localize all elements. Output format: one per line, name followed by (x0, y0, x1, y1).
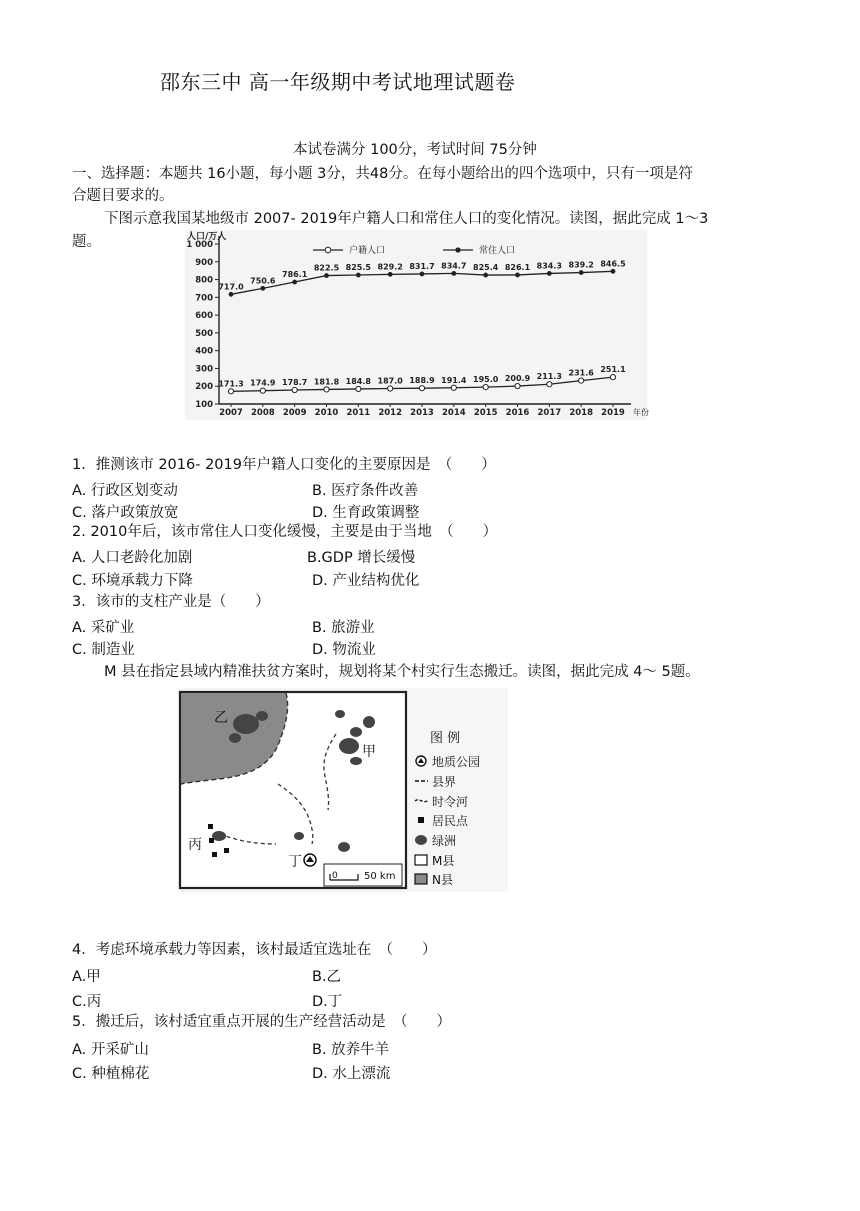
data-point-huji (579, 378, 584, 383)
x-tick-label: 2012 (378, 408, 403, 418)
legend-settlement: 居民点 (432, 814, 469, 828)
x-tick-label: 2013 (410, 408, 434, 418)
data-label: 826.1 (504, 262, 531, 272)
data-label: 717.0 (218, 282, 244, 292)
oasis-icon (415, 835, 427, 845)
q2-option-a[interactable]: A. 人口老龄化加剧 (72, 550, 193, 566)
data-point-changzhu (451, 271, 456, 276)
x-tick-label: 2010 (314, 408, 339, 418)
y-tick-label: 500 (195, 328, 213, 339)
data-point-changzhu (579, 270, 584, 275)
data-label: 187.0 (377, 376, 403, 386)
data-label: 174.9 (250, 378, 276, 388)
data-point-changzhu (388, 272, 393, 277)
data-label: 231.6 (568, 368, 594, 378)
settlement (212, 852, 217, 857)
data-label: 834.3 (536, 261, 562, 271)
q5-option-c[interactable]: C. 种植棉花 (72, 1066, 150, 1082)
data-label: 251.1 (600, 365, 626, 375)
legend-geopark: 地质公园 (432, 755, 481, 769)
data-label: 825.5 (345, 263, 371, 273)
data-point-huji (356, 386, 361, 391)
place-label-yi: 乙 (214, 710, 228, 726)
x-tick-label: 2016 (505, 408, 530, 418)
data-point-huji (547, 382, 552, 387)
section-heading-line2: 合题目要求的。 (72, 188, 174, 204)
page-title: 邵东三中 高一年级期中考试地理试题卷 (160, 70, 516, 94)
q4-option-b[interactable]: B.乙 (312, 969, 342, 985)
y-tick-label: 1 000 (186, 240, 213, 250)
county-map (178, 688, 508, 892)
oasis (294, 832, 304, 840)
data-label: 834.7 (441, 261, 467, 271)
q1-option-d[interactable]: D. 生育政策调整 (312, 505, 420, 521)
oasis (256, 711, 268, 721)
place-label-ding: 丁 (288, 854, 302, 870)
data-point-changzhu (292, 280, 297, 285)
x-axis-label: 年份 (633, 408, 649, 417)
q2-stem: 2. 2010年后，该市常住人口变化缓慢，主要是由于当地 （ ） (72, 524, 498, 540)
data-point-changzhu (229, 292, 234, 297)
oasis (350, 727, 362, 737)
oasis (363, 716, 375, 728)
q4-option-c[interactable]: C.丙 (72, 994, 102, 1010)
data-label: 184.8 (345, 376, 371, 386)
place-label-jia: 甲 (362, 744, 376, 760)
data-point-changzhu (420, 272, 425, 277)
y-axis-label: 人口/万人 (187, 232, 227, 242)
y-tick-label: 400 (195, 346, 213, 357)
data-label: 822.5 (313, 263, 340, 273)
intro2: M 县在指定县域内精准扶贫方案时，规划将某个村实行生态搬迁。读图，据此完成 4～ 5题。 (104, 664, 700, 680)
q4-stem: 4．考虑环境承载力等因素，该村最适宜选址在 （ ） (72, 942, 437, 958)
data-label: 825.4 (473, 263, 499, 273)
data-point-changzhu (260, 286, 265, 291)
data-point-huji (324, 387, 329, 392)
exam-info: 本试卷满分 100分，考试时间 75分钟 (293, 142, 537, 158)
q5-option-b[interactable]: B. 放养牛羊 (312, 1042, 390, 1058)
q5-option-a[interactable]: A. 开采矿山 (72, 1042, 149, 1058)
q2-option-c[interactable]: C. 环境承载力下降 (72, 573, 193, 589)
y-tick-label: 800 (195, 275, 213, 286)
x-tick-label: 2019 (601, 408, 625, 418)
x-tick-label: 2018 (569, 408, 594, 418)
data-label: 195.0 (473, 375, 499, 385)
legend-oasis: 绿洲 (432, 834, 457, 848)
data-label: 178.7 (282, 378, 308, 388)
data-label: 188.9 (409, 376, 435, 386)
data-label: 839.2 (568, 260, 594, 270)
y-tick-label: 200 (195, 382, 213, 393)
q3-stem: 3．该市的支柱产业是（ ） (72, 594, 270, 610)
q5-stem: 5．搬迁后，该村适宜重点开展的生产经营活动是 （ ） (72, 1014, 451, 1030)
place-label-bing: 丙 (188, 837, 202, 853)
q5-option-d[interactable]: D. 水上漂流 (312, 1066, 391, 1082)
y-tick-label: 100 (195, 400, 213, 410)
data-point-huji (610, 375, 615, 380)
data-point-huji (483, 385, 488, 390)
oasis (339, 738, 359, 754)
oasis (212, 831, 226, 841)
data-point-changzhu (611, 269, 616, 274)
legend-label-changzhu: 常住人口 (479, 246, 516, 256)
x-tick-label: 2014 (441, 408, 466, 418)
data-label: 750.6 (250, 276, 276, 286)
q1-option-b[interactable]: B. 医疗条件改善 (312, 483, 419, 499)
data-label: 171.3 (218, 379, 244, 389)
q1-option-c[interactable]: C. 落户政策放宽 (72, 505, 179, 521)
q1-option-a[interactable]: A. 行政区划变动 (72, 483, 178, 499)
x-tick-label: 2015 (473, 408, 498, 418)
q3-option-b[interactable]: B. 旅游业 (312, 620, 375, 636)
data-point-huji (419, 386, 424, 391)
section-heading-line1: 一、选择题：本题共 16小题，每小题 3分，共48分。在每小题给出的四个选项中，只有一项是符 (72, 166, 693, 182)
legend-n-county: N县 (432, 873, 453, 887)
data-point-huji (292, 387, 297, 392)
legend-label-huji: 户籍人口 (349, 246, 386, 256)
intro1-line1: 下图示意我国某地级市 2007- 2019年户籍人口和常住人口的变化情况。读图，据此完成 1～3 (104, 211, 709, 227)
oasis (338, 842, 350, 852)
q1-stem: 1．推测该市 2016- 2019年户籍人口变化的主要原因是 （ ） (72, 457, 496, 473)
data-label: 829.2 (377, 262, 403, 272)
data-label: 846.5 (600, 259, 626, 269)
oasis (229, 733, 241, 743)
settlement (224, 848, 229, 853)
x-tick-label: 2007 (219, 408, 243, 418)
data-label: 786.1 (282, 270, 308, 280)
intro1-line2: 题。 (72, 234, 101, 250)
data-point-changzhu (547, 271, 552, 276)
q3-option-a[interactable]: A. 采矿业 (72, 620, 135, 636)
y-tick-label: 300 (195, 364, 213, 375)
oasis (350, 757, 362, 765)
data-label: 831.7 (409, 261, 435, 271)
legend-m-county: M县 (432, 854, 455, 868)
data-point-changzhu (356, 273, 361, 278)
q2-option-b[interactable]: B.GDP 增长缓慢 (307, 550, 416, 566)
legend-seasonal-river: 时令河 (432, 795, 469, 809)
data-point-changzhu (483, 273, 488, 278)
legend-title: 图 例 (430, 731, 461, 746)
data-point-huji (451, 385, 456, 390)
y-tick-label: 900 (195, 257, 213, 268)
x-tick-label: 2017 (537, 408, 562, 418)
data-point-huji (388, 386, 393, 391)
q3-option-c[interactable]: C. 制造业 (72, 642, 135, 658)
oasis (335, 710, 345, 718)
legend-marker-huji (325, 247, 331, 253)
data-label: 191.4 (441, 375, 467, 385)
legend-marker-changzhu (455, 247, 460, 252)
x-tick-label: 2009 (282, 408, 307, 418)
data-point-huji (515, 383, 520, 388)
data-point-changzhu (324, 273, 329, 278)
data-label: 181.8 (313, 377, 340, 387)
data-point-huji (260, 388, 265, 393)
x-tick-label: 2011 (346, 408, 371, 418)
y-tick-label: 700 (195, 293, 213, 304)
data-point-changzhu (515, 273, 520, 278)
oasis (233, 714, 259, 734)
q2-option-d[interactable]: D. 产业结构优化 (312, 573, 420, 589)
q4-option-d[interactable]: D.丁 (312, 994, 343, 1010)
population-chart (185, 230, 647, 420)
scale-label: 50 km (364, 871, 396, 882)
settlement (208, 824, 213, 829)
y-tick-label: 600 (195, 311, 213, 322)
scale-zero: 0 (332, 871, 338, 881)
legend-county-boundary: 县界 (432, 775, 457, 789)
data-point-huji (228, 389, 233, 394)
q4-option-a[interactable]: A.甲 (72, 969, 101, 985)
data-label: 200.9 (504, 374, 531, 384)
x-tick-label: 2008 (250, 408, 275, 418)
q3-option-d[interactable]: D. 物流业 (312, 642, 376, 658)
settlement (209, 838, 214, 843)
data-label: 211.3 (536, 372, 562, 382)
